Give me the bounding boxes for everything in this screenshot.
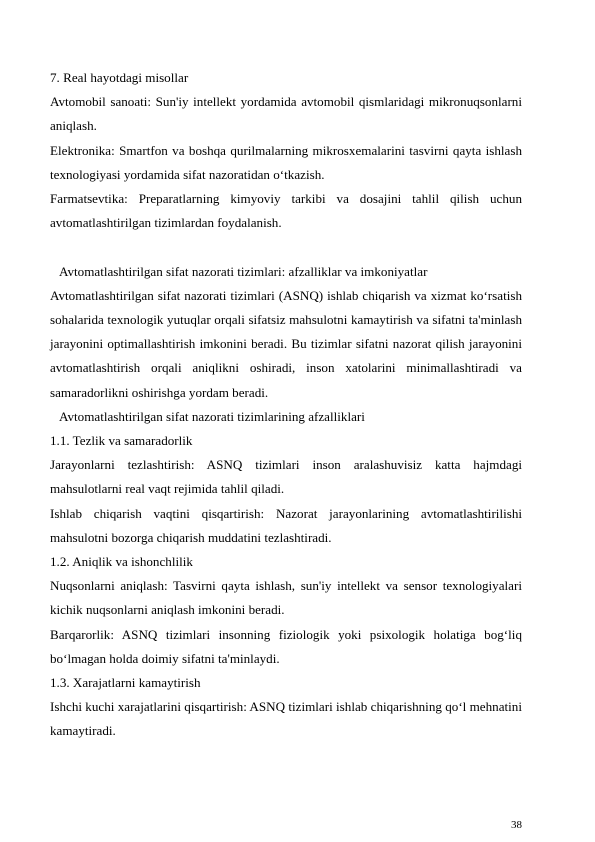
paragraph: Nuqsonlarni aniqlash: Tasvirni qayta ishlash, sun'iy intellekt va sensor texnologiyalari kichik nuqsonlarni aniqlash imkonini beradi. bbox=[50, 578, 522, 618]
paragraph: Elektronika: Smartfon va boshqa qurilmalarning mikrosxemalarini tasvirni qayta ishlash texnologiyasi yordamida sifat nazoratidan o‘tkazish. bbox=[50, 142, 522, 182]
page-number: 38 bbox=[511, 819, 522, 831]
subsection-heading: 1.1. Tezlik va samaradorlik bbox=[50, 433, 193, 449]
paragraph: Farmatsevtika: Preparatlarning kimyoviy tarkibi va dosajini tahlil qilish uchun avtomatlashtirilgan tizimlardan foydalanish. bbox=[50, 191, 522, 231]
paragraph: Avtomatlashtirilgan sifat nazorati tizimlari (ASNQ) ishlab chiqarish va xizmat ko‘rsatish sohalarida texnologik yutuqlar orqali sifatsiz mahsulotni kamaytirish va sifatni ta'minlash jarayonini optimallashtirish imkonini beradi. Bu tizimlar sifatni nazorat qilish jarayonini avtomatlashtirish orqali aniqlikni oshiradi, inson xatolarini minimallashtiradi va samaradorlikni oshirishga yordam beradi. bbox=[50, 287, 522, 400]
page-body bbox=[50, 66, 522, 744]
section-heading: Avtomatlashtirilgan sifat nazorati tizimlarining afzalliklari bbox=[59, 408, 365, 424]
spacer bbox=[50, 235, 522, 259]
paragraph: Ishchi kuchi xarajatlarini qisqartirish: ASNQ tizimlari ishlab chiqarishning qo‘l mehnatini kamaytiradi. bbox=[50, 699, 522, 739]
paragraph: Ishlab chiqarish vaqtini qisqartirish: Nazorat jarayonlarining avtomatlashtirilishi mahsulotni bozorga chiqarish muddatini tezlashtiradi. bbox=[50, 505, 522, 545]
paragraph: Barqarorlik: ASNQ tizimlari insonning fiziologik yoki psixologik holatiga bog‘liq bo‘lmagan holda doimiy sifatni ta'minlaydi. bbox=[50, 626, 522, 666]
paragraph: Avtomobil sanoati: Sun'iy intellekt yordamida avtomobil qismlaridagi mikronuqsonlarni aniqlash. bbox=[50, 94, 522, 134]
paragraph: Jarayonlarni tezlashtirish: ASNQ tizimlari inson aralashuvisiz katta hajmdagi mahsulotlarni real vaqt rejimida tahlil qiladi. bbox=[50, 457, 522, 497]
section-heading: 7. Real hayotdagi misollar bbox=[50, 70, 189, 85]
subsection-heading: 1.3. Xarajatlarni kamaytirish bbox=[50, 675, 201, 691]
section-heading: Avtomatlashtirilgan sifat nazorati tizimlari: afzalliklar va imkoniyatlar bbox=[59, 263, 428, 279]
subsection-heading: 1.2. Aniqlik va ishonchlilik bbox=[50, 554, 193, 570]
